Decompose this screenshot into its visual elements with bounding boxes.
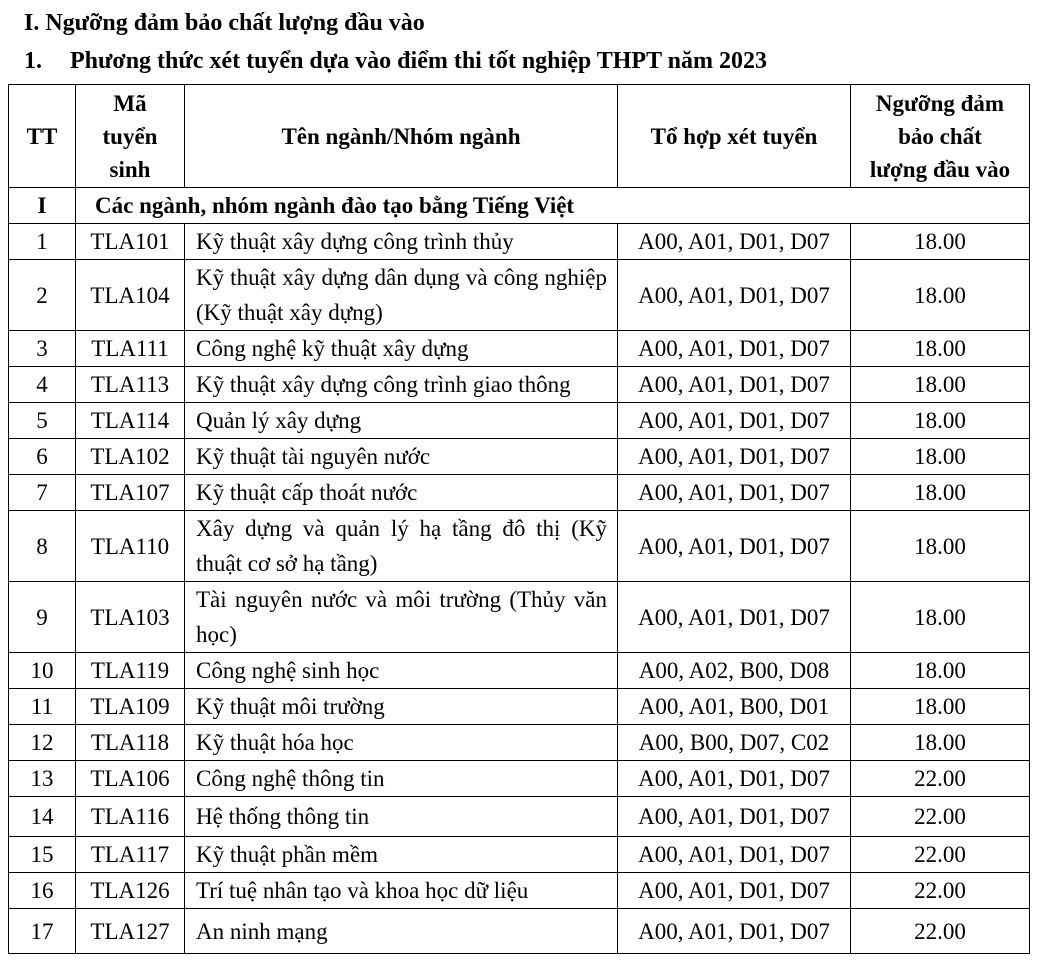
threshold-table [8,84,1030,954]
table-row [9,511,1030,582]
cell-name: Kỹ thuật tài nguyên nước [185,439,618,475]
table-row [9,837,1030,873]
cell-code: TLA101 [76,224,185,260]
table-header-row [9,85,1030,188]
cell-name: Công nghệ kỹ thuật xây dựng [185,331,618,367]
cell-name: Kỹ thuật hóa học [185,725,618,761]
header-combo: Tổ hợp xét tuyển [618,85,851,188]
table-row [9,582,1030,653]
cell-code: TLA126 [76,873,185,909]
cell-tt: 2 [9,260,76,331]
section-heading: I. Ngưỡng đảm bảo chất lượng đầu vào [24,10,425,36]
cell-threshold: 22.00 [851,837,1030,873]
cell-threshold: 18.00 [851,582,1030,653]
cell-name: Trí tuệ nhân tạo và khoa học dữ liệu [185,873,618,909]
cell-name: Kỹ thuật xây dựng dân dụng và công nghiệp (Kỹ thuật xây dựng) [185,260,618,331]
cell-tt: 6 [9,439,76,475]
cell-tt: 5 [9,403,76,439]
header-code [76,85,185,188]
cell-threshold: 22.00 [851,797,1030,837]
header-code-line: tuyển [102,123,158,149]
cell-combo: A00, A01, D01, D07 [618,909,851,954]
cell-code: TLA102 [76,439,185,475]
cell-threshold: 18.00 [851,511,1030,582]
cell-name: An ninh mạng [185,909,618,954]
table-row [9,403,1030,439]
cell-threshold: 22.00 [851,909,1030,954]
cell-tt: 13 [9,761,76,797]
cell-code: TLA107 [76,475,185,511]
table-row [9,331,1030,367]
cell-combo: A00, A01, D01, D07 [618,260,851,331]
cell-code: TLA127 [76,909,185,954]
cell-threshold: 22.00 [851,761,1030,797]
cell-combo: A00, A01, D01, D07 [618,761,851,797]
cell-tt: 15 [9,837,76,873]
cell-name: Công nghệ sinh học [185,653,618,689]
cell-code: TLA114 [76,403,185,439]
cell-combo: A00, A01, D01, D07 [618,582,851,653]
table-row [9,873,1030,909]
cell-name: Kỹ thuật xây dựng công trình giao thông [185,367,618,403]
cell-combo: A00, A02, B00, D08 [618,653,851,689]
header-threshold-line: bảo chất [898,123,982,149]
table-row [9,797,1030,837]
method-heading [24,46,767,76]
cell-combo: A00, A01, D01, D07 [618,873,851,909]
cell-combo: A00, B00, D07, C02 [618,725,851,761]
cell-tt: 4 [9,367,76,403]
cell-combo: A00, A01, D01, D07 [618,439,851,475]
table-row [9,689,1030,725]
group-row [9,188,1030,224]
header-code-line: sinh [109,156,151,182]
table-row [9,439,1030,475]
cell-combo: A00, A01, D01, D07 [618,403,851,439]
cell-code: TLA104 [76,260,185,331]
cell-tt: 3 [9,331,76,367]
cell-tt: 10 [9,653,76,689]
cell-combo: A00, A01, D01, D07 [618,331,851,367]
table-row [9,761,1030,797]
cell-tt: 14 [9,797,76,837]
method-number: 1. [24,48,42,74]
cell-tt: 17 [9,909,76,954]
cell-code: TLA116 [76,797,185,837]
cell-name: Quản lý xây dựng [185,403,618,439]
cell-threshold: 18.00 [851,403,1030,439]
cell-code: TLA106 [76,761,185,797]
header-tt: TT [9,85,76,188]
table-row [9,909,1030,954]
table-row [9,224,1030,260]
cell-code: TLA103 [76,582,185,653]
cell-combo: A00, A01, D01, D07 [618,797,851,837]
cell-code: TLA117 [76,837,185,873]
cell-tt: 8 [9,511,76,582]
cell-threshold: 18.00 [851,439,1030,475]
cell-threshold: 18.00 [851,224,1030,260]
cell-name: Công nghệ thông tin [185,761,618,797]
header-code-line: Mã [113,90,147,116]
cell-combo: A00, A01, D01, D07 [618,511,851,582]
header-threshold-line: lượng đầu vào [869,156,1011,182]
cell-threshold: 18.00 [851,367,1030,403]
table-row [9,367,1030,403]
cell-threshold: 18.00 [851,331,1030,367]
cell-combo: A00, A01, D01, D07 [618,837,851,873]
cell-code: TLA110 [76,511,185,582]
cell-combo: A00, A01, D01, D07 [618,475,851,511]
cell-threshold: 18.00 [851,689,1030,725]
cell-tt: 12 [9,725,76,761]
cell-code: TLA119 [76,653,185,689]
table-row [9,653,1030,689]
cell-combo: A00, A01, D01, D07 [618,224,851,260]
cell-combo: A00, A01, D01, D07 [618,367,851,403]
cell-tt: 7 [9,475,76,511]
cell-combo: A00, A01, B00, D01 [618,689,851,725]
cell-tt: 9 [9,582,76,653]
cell-name: Hệ thống thông tin [185,797,618,837]
cell-threshold: 18.00 [851,260,1030,331]
table-row [9,475,1030,511]
table-row [9,725,1030,761]
cell-code: TLA111 [76,331,185,367]
cell-tt: 11 [9,689,76,725]
method-title: Phương thức xét tuyển dựa vào điểm thi tốt nghiệp THPT năm 2023 [70,48,768,74]
cell-name: Tài nguyên nước và môi trường (Thủy văn học) [185,582,618,653]
cell-name: Kỹ thuật cấp thoát nước [185,475,618,511]
cell-code: TLA113 [76,367,185,403]
cell-code: TLA118 [76,725,185,761]
cell-code: TLA109 [76,689,185,725]
group-tt: I [9,188,76,224]
header-name: Tên ngành/Nhóm ngành [185,85,618,188]
table-row [9,260,1030,331]
cell-threshold: 18.00 [851,653,1030,689]
cell-tt: 1 [9,224,76,260]
cell-threshold: 18.00 [851,725,1030,761]
header-threshold [851,85,1030,188]
group-title: Các ngành, nhóm ngành đào tạo bằng Tiếng Việt [76,188,1030,224]
cell-name: Kỹ thuật phần mềm [185,837,618,873]
cell-name: Kỹ thuật xây dựng công trình thủy [185,224,618,260]
cell-name: Kỹ thuật môi trường [185,689,618,725]
cell-threshold: 22.00 [851,873,1030,909]
cell-name: Xây dựng và quản lý hạ tầng đô thị (Kỹ thuật cơ sở hạ tầng) [185,511,618,582]
cell-tt: 16 [9,873,76,909]
cell-threshold: 18.00 [851,475,1030,511]
header-threshold-line: Ngưỡng đảm [875,90,1005,116]
